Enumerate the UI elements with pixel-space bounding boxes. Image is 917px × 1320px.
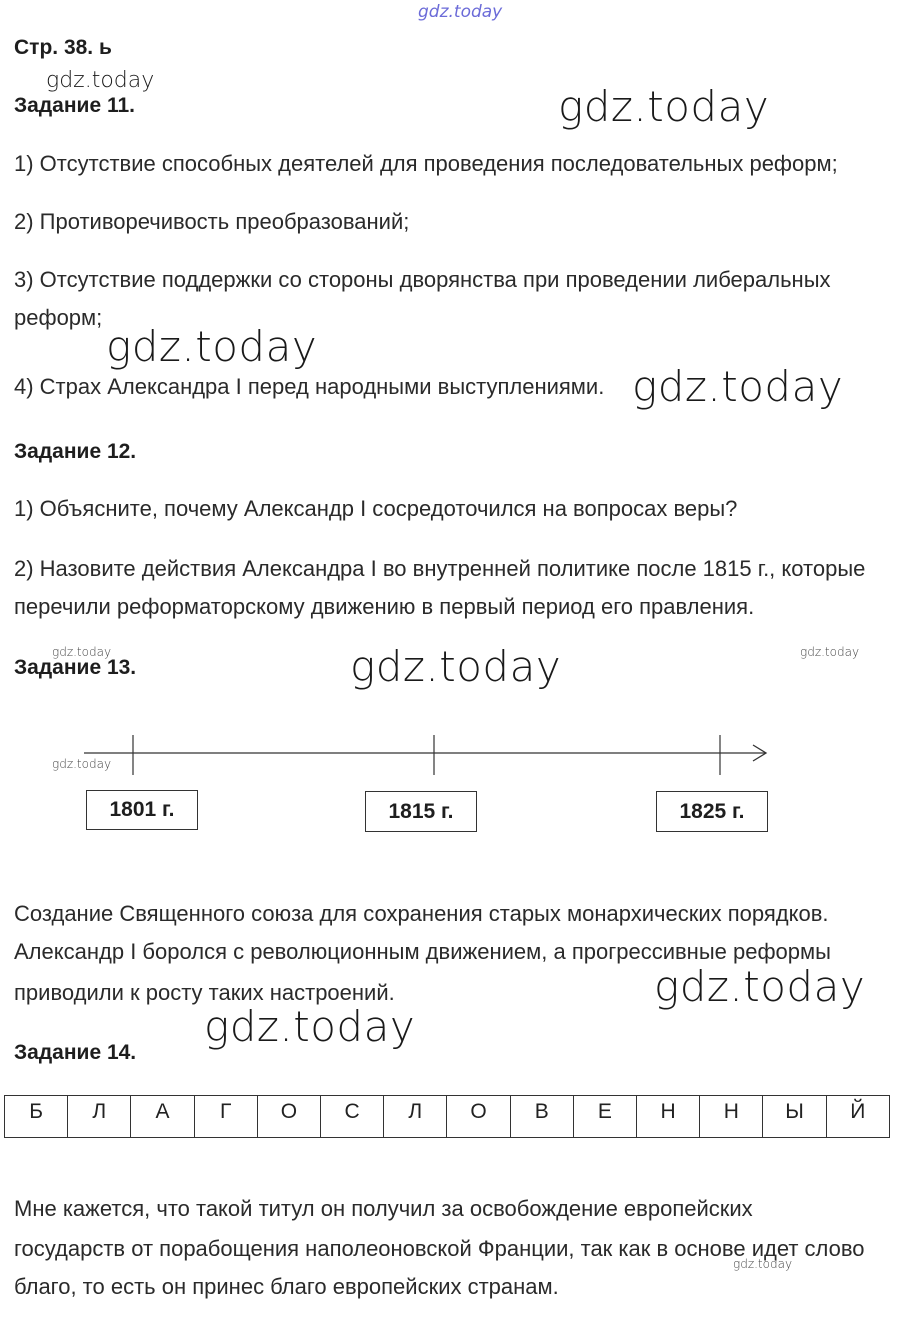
watermark: gdz.today (46, 68, 155, 93)
task12-item-2: 2) Назовите действия Александра I во внутренней политике после 1815 г., которые (14, 556, 866, 581)
letter-cell: Л (384, 1096, 447, 1138)
letter-cell: Б (5, 1096, 68, 1138)
task12-title: Задание 12. (14, 440, 137, 463)
letter-cell: О (447, 1096, 510, 1138)
watermark-top: gdz.today (418, 2, 503, 22)
watermark: gdz.today (52, 757, 112, 771)
letter-cell: Г (194, 1096, 257, 1138)
watermark: gdz.today (800, 645, 860, 659)
letter-cell: Н (637, 1096, 700, 1138)
watermark: gdz.today (52, 645, 112, 659)
watermark: gdz.today (204, 1002, 416, 1051)
timeline-year-1815: 1815 г. (365, 791, 477, 832)
task12-item-1: 1) Объясните, почему Александр I сосредоточился на вопросах веры? (14, 496, 738, 521)
letter-cell: О (257, 1096, 320, 1138)
task11-item-3-cont: реформ; (14, 305, 103, 330)
task11-item-2: 2) Противоречивость преобразований; (14, 209, 410, 234)
task11-title: Задание 11. (14, 94, 135, 117)
letter-cell: Н (700, 1096, 763, 1138)
crossword-row (4, 1095, 890, 1138)
page-header: Стр. 38. ь (14, 36, 112, 59)
watermark: gdz.today (558, 82, 770, 131)
watermark: gdz.today (632, 362, 844, 411)
letter-cell: В (510, 1096, 573, 1138)
task14-text-2: государств от порабощения наполеоновской Франции, так как в основе идет слово (14, 1236, 865, 1261)
task14-title: Задание 14. (14, 1041, 137, 1064)
letter-cell: Ы (763, 1096, 826, 1138)
task14-text-3: благо, то есть он принес благо европейских странам. (14, 1274, 559, 1299)
letter-cell: Е (573, 1096, 636, 1138)
task13-text-3: приводили к росту таких настроений. (14, 980, 395, 1005)
task11-item-1: 1) Отсутствие способных деятелей для проведения последовательных реформ; (14, 151, 838, 176)
watermark: gdz.today (106, 322, 318, 371)
timeline-year-1801: 1801 г. (86, 790, 198, 830)
task14-text-1: Мне кажется, что такой титул он получил за освобождение европейских (14, 1196, 753, 1221)
task12-item-2-cont: перечили реформаторскому движению в первый период его правления. (14, 594, 755, 619)
watermark: gdz.today (733, 1257, 793, 1271)
task11-item-3: 3) Отсутствие поддержки со стороны дворянства при проведении либеральных (14, 267, 831, 292)
timeline-year-1825: 1825 г. (656, 791, 768, 832)
watermark: gdz.today (350, 642, 562, 691)
letter-cell: С (321, 1096, 384, 1138)
letter-cell: Л (68, 1096, 131, 1138)
timeline-arrow (0, 725, 917, 785)
letter-cell: А (131, 1096, 194, 1138)
watermark: gdz.today (654, 962, 866, 1011)
task13-title: Задание 13. (14, 656, 137, 679)
task11-item-4: 4) Страх Александра I перед народными выступлениями. (14, 374, 605, 399)
task13-text-2: Александр I боролся с революционным движением, а прогрессивные реформы (14, 939, 831, 964)
task13-text-1: Создание Священного союза для сохранения старых монархических порядков. (14, 901, 829, 926)
letter-cell: Й (826, 1096, 889, 1138)
